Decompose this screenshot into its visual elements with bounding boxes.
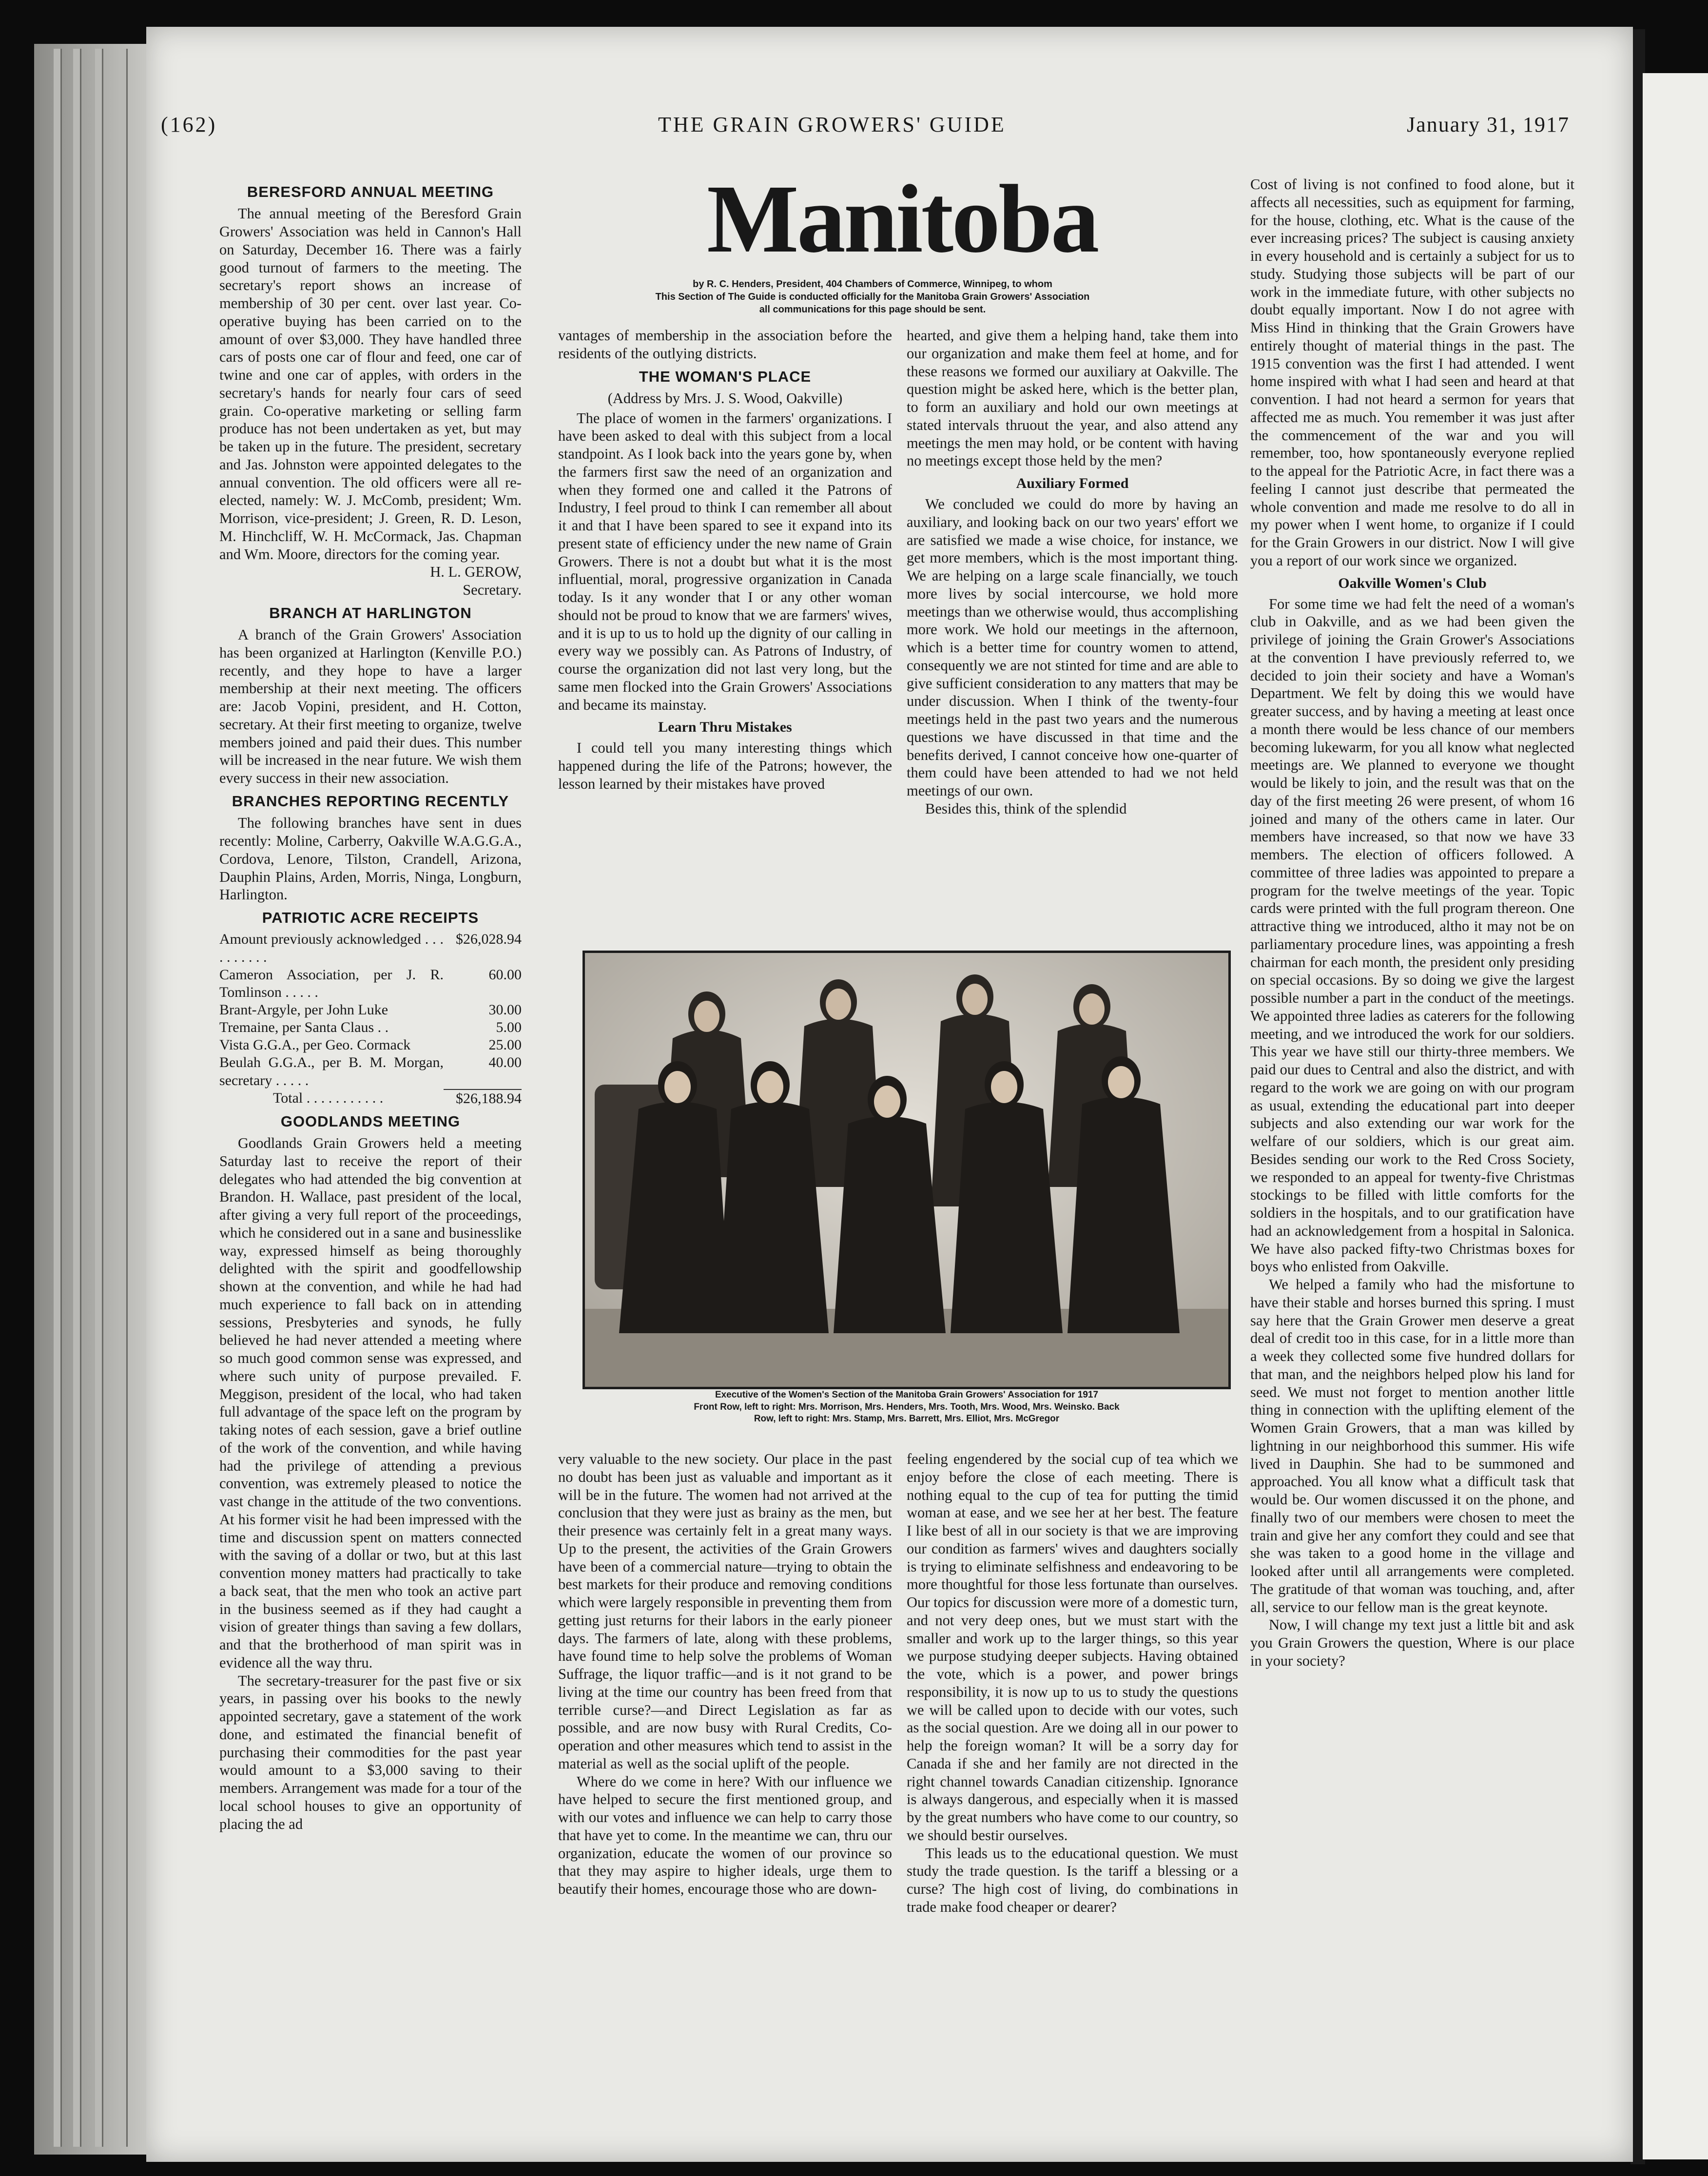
article-heading: GOODLANDS MEETING bbox=[280, 1112, 461, 1130]
section-subheading: Learn Thru Mistakes bbox=[658, 719, 792, 736]
article-paragraph: very valuable to the new society. Our place in the past no doubt has been just as valuable and important as it will be in the future. The women had not arrived at the conclusion that they were just as brainy as the men, but their presence was certainly felt in a great many ways. Up to the present, the activities of the Grain Growers have been of a commercial nature—trying to obtain the best markets for their produce and removing conditions which were largely responsible in preventing them from getting just returns for their labors in the early pioneer days. The farmers of late, along with these problems, have found time to help solve the problems of Woman Suffrage, the liquor traffic—and is it not grand to be living at the time our country has been freed from that terrible curse?—and Direct Legislation as far as possible, and are now busy with Rural Credits, Co-operation and other measures which tend to assist in the material as well as the social uplift of the people. bbox=[558, 1451, 892, 1772]
article-heading: BRANCHES REPORTING RECENTLY bbox=[232, 792, 509, 810]
photo-caption bbox=[582, 1389, 1231, 1425]
receipt-amount: $26,028.94 bbox=[456, 931, 522, 948]
receipt-row bbox=[219, 1019, 522, 1036]
article-paragraph: Besides this, think of the splendid bbox=[925, 800, 1127, 817]
signature-name: H. L. GEROW, bbox=[430, 563, 522, 581]
receipt-row bbox=[219, 966, 522, 1001]
section-subheading: Auxiliary Formed bbox=[1016, 475, 1129, 491]
facing-page-edge bbox=[1643, 73, 1708, 2159]
column-2-top bbox=[558, 327, 892, 793]
caption-line: Row, left to right: Mrs. Stamp, Mrs. Barrett, Mrs. Elliot, Mrs. McGregor bbox=[754, 1414, 1060, 1424]
section-byline bbox=[565, 278, 1180, 316]
article-paragraph: This leads us to the educational question. We must study the trade question. Is the tariff a blessing or a curse? The high cost of living, do combinations in trade make food cheaper or dearer? bbox=[907, 1845, 1238, 1915]
article-paragraph: For some time we had felt the need of a woman's club in Oakville, and as we had been given the privilege of joining the Grain Grower's Associations at the convention I have previously referred to, we decided to join their society and have a Woman's Department. We felt by doing this we would have greater success, and by having a meeting at least once a month there would be less chance of our members becoming lukewarm, for you all know what neglected meetings are. We planned to everyone we thought would be likely to join, and the result was that on the day of the first meeting 26 were present, of whom 16 joined and many of the others came in later. Our members have increased, so that now we have 33 members. The election of officers followed. A committee of three ladies was appointed to prepare a program for the twelve meetings of the year. Topic cards were printed with the full program thereon. One attractive thing we introduced, altho it may not be on parliamentary procedure lines, was appointing a fresh chairman for each month, the president only presiding on special occasions. By so doing we give the largest possible number a part in the conduct of the meetings. We appointed three ladies as caterers for the following meeting, and we introduced the work for our soldiers. This year we have still our thirty-three members. We paid our dues to Central and also the district, and with regard to the work we are going on with our program as usual, extending the educational part into deeper subjects and also extending our war work for the welfare of our soldiers, which is our great aim. Besides sending our work to the Red Cross Society, we responded to an appeal for twenty-five Christmas stockings to be filled with little comforts for the soldiers in the hospitals, and to our gratification have had an acknowledgement from a hospital in Salonica. We have also packed fifty-two Christmas boxes for boys who enlisted from Oakville. bbox=[1250, 595, 1574, 1275]
byline-line: all communications for this page should be sent. bbox=[759, 304, 986, 315]
running-header bbox=[161, 112, 1570, 146]
receipt-row bbox=[219, 1001, 522, 1019]
column-3-bottom bbox=[907, 1450, 1238, 1916]
page-number: (162) bbox=[161, 113, 217, 136]
article-paragraph: The place of women in the farmers' organizations. I have been asked to deal with this subject from a local standpoint. As I look back into the years gone by, when the farmers first saw the need of an organization and when they formed one and called it the Patrons of Industry, I feel proud to think I can remember all about it and that I have been spared to see it expand into its present state of efficiency under the new name of Grain Growers. There is not a doubt but what it is the most influential, moral, progressive organization in Canada today. Is it any wonder that I or any other woman should not be proud to know that we are farmers' wives, and it is up to us to hold up the dignity of our calling in every way we possibly can. As Patrons of Industry, of course the organization did not last very long, but the same men flocked into the Grain Growers' Associations and became its mainstay. bbox=[558, 409, 892, 713]
receipt-amount: 40.00 bbox=[488, 1054, 522, 1071]
receipt-row bbox=[219, 1036, 522, 1054]
caption-line: Executive of the Women's Section of the Manitoba Grain Growers' Association for 1917 bbox=[715, 1390, 1099, 1400]
byline-line: by R. C. Henders, President, 404 Chambers of Commerce, Winnipeg, to whom bbox=[693, 279, 1052, 290]
article-heading: BERESFORD ANNUAL MEETING bbox=[247, 183, 494, 200]
column-2-bottom bbox=[558, 1450, 892, 1898]
article-paragraph: A branch of the Grain Growers' Association has been organized at Harlington (Kenville P.O.) recently, and they hope to have a larger membership at their next meeting. The officers are: Jacob Vopini, president, and H. Cotton, secretary. At their first meeting to organize, twelve members joined and paid their dues. This number will be increased in the near future. We wish them every success in their new association. bbox=[219, 626, 522, 787]
column-3-top bbox=[907, 327, 1238, 818]
article-paragraph: The following branches have sent in dues recently: Moline, Carberry, Oakville W.A.G.G.A., Cordova, Lenore, Tilston, Crandell, Arizona, Dauphin Plains, Arden, Morris, Ninga, Longburn, Harlington. bbox=[219, 815, 522, 903]
receipt-label: Brant-Argyle, per John Luke bbox=[219, 1001, 388, 1018]
page-edge bbox=[54, 49, 62, 2147]
article-subheading: (Address by Mrs. J. S. Wood, Oakville) bbox=[607, 389, 843, 407]
receipt-amount: 30.00 bbox=[488, 1001, 522, 1018]
article-paragraph: I could tell you many interesting things which happened during the life of the Patrons; however, the lesson learned by their mistakes have proved bbox=[558, 739, 892, 792]
article-heading: PATRIOTIC ACRE RECEIPTS bbox=[262, 909, 479, 927]
group-photo-image bbox=[585, 953, 1228, 1387]
group-photograph bbox=[582, 951, 1231, 1389]
receipt-label: Vista G.G.A., per Geo. Cormack bbox=[219, 1037, 411, 1053]
receipt-total-label: Total . . . . . . . . . . . bbox=[273, 1089, 384, 1106]
receipt-amount: 60.00 bbox=[488, 966, 522, 983]
article-paragraph: The annual meeting of the Beresford Grain Growers' Association was held in Cannon's Hall on Saturday, December 16. There was a fairly good turnout of farmers to the meeting. The secretary's report shows an increase of membership of 30 per cent. over last year. Co-operative buying has been carried on to the amount of over $3,000. They have handled three cars of posts one car of flour and feed, one car of twine and one car of apples, with orders in the secretary's hands for nearly four cars of seed grain. Co-operative marketing or selling farm produce has not been undertaken as yet, but may be taken up in the future. The president, secretary and Jas. Johnston were appointed delegates to the annual convention. The old officers were all re-elected, namely: W. J. McComb, president; Wm. Morrison, vice-president; J. Green, R. D. Leson, M. Hinchcliff, W. H. McCormack, Jas. Chapman and Wm. Moore, directors for the coming year. bbox=[219, 205, 522, 563]
receipt-total-row bbox=[219, 1089, 522, 1107]
masthead: THE GRAIN GROWERS' GUIDE bbox=[658, 113, 1006, 136]
receipt-row bbox=[219, 1054, 522, 1089]
page-edge bbox=[95, 49, 103, 2147]
article-paragraph: Goodlands Grain Growers held a meeting Saturday last to receive the report of their delegates who had attended the big convention at Brandon. H. Wallace, past president of the local, after giving a very full report of the proceedings, which he considered out in a sane and businesslike way, expressed himself as being thoroughly delighted with the spirit and goodfellowship shown at the convention, and while he had had much experience to fall back on in attending sessions, Presbyteries and synods, he fully believed he had never attended a meeting where so much good common sense was expressed, and where such unity of purpose prevailed. F. Meggison, president of the local, who had taken full advantage of the space left on the program by taking notes of each session, gave a brief outline of the work of the convention, and while having had the privilege of attending a previous convention, was extremely pleased to notice the vast change in the attitude of the two conventions. At his former visit he had been impressed with the time and discussion spent on matters connected with the saving of a dollar or two, but at this last convention money matters had practically to take a back seat, that the men who took an active part in the business seemed as if they had caught a vision of greater things than saving a few dollars, and that the brotherhood of man spirit was in evidence all the way thru. bbox=[219, 1135, 522, 1671]
article-paragraph: We concluded we could do more by having an auxiliary, and looking back on our two years' effort we are satisfied we made a wise choice, for instance, we get more members, which is the most important thing. We are helping on a large scale financially, we touch more lives by social intercourse, we hold more meetings than we otherwise would, thus accomplishing more work. We hold our meetings in the afternoon, which is a better time for country women to attend, consequently we are not stinted for time and are able to give sufficient consideration to any matters that may be under discussion. When I think of the twenty-four meetings held in the past two years and the numerous questions we have discussed in that time and the benefits derived, I cannot conceive how one-quarter of them could have been attended to had we not held meetings of our own. bbox=[907, 496, 1238, 799]
receipt-label: Amount previously acknowledged . . . . . . . . . . bbox=[219, 931, 444, 965]
article-paragraph: Where do we come in here? With our influence we have helped to secure the first mentioned group, and with our votes and influence we can help to carry those that have yet to come. In the meantime we can, thru our organization, educate the women of our province so that they may aspire to higher ideals, urge them to beautify their homes, encourage those who are down- bbox=[558, 1773, 892, 1897]
article-heading: BRANCH AT HARLINGTON bbox=[269, 604, 472, 622]
page-edge bbox=[119, 49, 128, 2147]
receipt-row bbox=[219, 931, 522, 966]
article-paragraph: The secretary-treasurer for the past five or six years, in passing over his books to the newly appointed secretary, gave a statement of the work done, and estimated the financial benefit of purchasing their commodities for the past year would amount to a $3,000 saving to their members. Arrangement was made for a tour of the local school houses to give an opportunity of placing the ad bbox=[219, 1672, 522, 1832]
section-subheading: Oakville Women's Club bbox=[1338, 575, 1487, 591]
caption-line: Front Row, left to right: Mrs. Morrison, Mrs. Henders, Mrs. Tooth, Mrs. Wood, Mrs. Weinsko. Back bbox=[694, 1401, 1120, 1412]
issue-date: January 31, 1917 bbox=[1407, 113, 1570, 136]
article-paragraph: feeling engendered by the social cup of tea which we enjoy before the close of each meeting. There is nothing equal to the cup of tea for putting the timid woman at ease, and we see her at her best. The feature I like best of all in our society is that we are improving our condition as farmers' wives and daughters socially is trying to eliminate selfishness and endeavoring to be more thoughtful for those less fortunate than ourselves. Our topics for discussion were more of a domestic turn, and not very deep ones, but we must start with the smaller and work up to the larger things, so this year we purpose studying deeper subjects. Having obtained the vote, which is a power, and power brings responsibility, it is now up to us to study the questions we will be called upon to decide with our votes, such as the social question. Are we doing all in our power to help the foreign woman? It will be a sorry day for Canada if she and her family are not directed in the right channel towards Canadian citizenship. Ignorance is always dangerous, and especially when it is massed by the great numbers who have come to our country, so we should bestir ourselves. bbox=[907, 1451, 1238, 1844]
receipt-total-amount: $26,188.94 bbox=[444, 1089, 522, 1107]
article-paragraph: Cost of living is not confined to food alone, but it affects all necessities, such as equipment for farming, for the house, clothing, etc. What is the cause of the ever increasing prices? The subject is causing anxiety in every household and is certainly a subject for us to study. Studying those subjects will be part of our work in the immediate future, with other subjects no doubt equally important. Now I do not agree with Miss Hind in thinking that the Grain Growers have entirely thought of material things in the past. The 1915 convention was the first I had attended. I went home inspired with what I had seen and heard at that convention. I had not heard a sermon for years that affected me as much. You remember it was just after the commencement of the war and you will remember, too, how spontaneously everyone replied to the appeal for the Patriotic Acre, in fact there was a feeling I cannot just describe that permeated the whole convention and made me resolve to do all in my power when I went home, to organize if I could for the Grain Growers in our district. Now I will give you a report of our work since we organized. bbox=[1250, 176, 1574, 569]
receipt-label: Beulah G.G.A., per B. M. Morgan, secretary . . . . . bbox=[219, 1054, 444, 1088]
receipt-label: Tremaine, per Santa Claus . . bbox=[219, 1019, 389, 1036]
section-title: Manitoba bbox=[707, 165, 1098, 273]
article-paragraph: vantages of membership in the association before the residents of the outlying districts. bbox=[558, 327, 892, 362]
article-paragraph: hearted, and give them a helping hand, take them into our organization and make them feel at home, and for these reasons we formed our auxiliary at Oakville. The question might be asked here, which is the better plan, to form an auxiliary and hold our own meetings at stated intervals thruout the year, and also attend any meetings the men may hold, or be content with having no meetings except those held by the men? bbox=[907, 327, 1238, 469]
article-heading: THE WOMAN'S PLACE bbox=[639, 368, 812, 385]
signature-title: Secretary. bbox=[463, 582, 522, 599]
page-edge bbox=[73, 49, 81, 2147]
byline-line: This Section of The Guide is conducted officially for the Manitoba Grain Growers' Association bbox=[655, 291, 1090, 302]
column-4 bbox=[1250, 175, 1574, 1670]
article-paragraph: Now, I will change my text just a little bit and ask you Grain Growers the question, Where is our place in your society? bbox=[1250, 1616, 1574, 1669]
column-1 bbox=[219, 178, 522, 1833]
receipt-amount: 5.00 bbox=[496, 1019, 522, 1036]
receipt-amount: 25.00 bbox=[488, 1037, 522, 1053]
receipt-label: Cameron Association, per J. R. Tomlinson . . . . . bbox=[219, 966, 444, 1000]
article-paragraph: We helped a family who had the misfortune to have their stable and horses burned this spring. I must say here that the Grain Grower men deserve a great deal of credit too in this case, for in a little more than a week they collected some five hundred dollars for that man, and the neighbors helped plow his land for seed. We must not forget to mention another little thing in connection with the uplifting element of the Women Grain Growers, that a man was killed by lightning in our neighborhood this summer. His wife lived in Dauphin. She had to be summoned and approached. You all know what a difficult task that would be. Our women discussed it on the phone, and finally two of our members were chosen to meet the train and give her any comfort they could and see that she was taken to a good home in the village and looked after until all arrangements were completed. The gratitude of that woman was touching, and, after all, service to our fellow man is the great keynote. bbox=[1250, 1276, 1574, 1615]
receipts-table bbox=[219, 931, 522, 1107]
